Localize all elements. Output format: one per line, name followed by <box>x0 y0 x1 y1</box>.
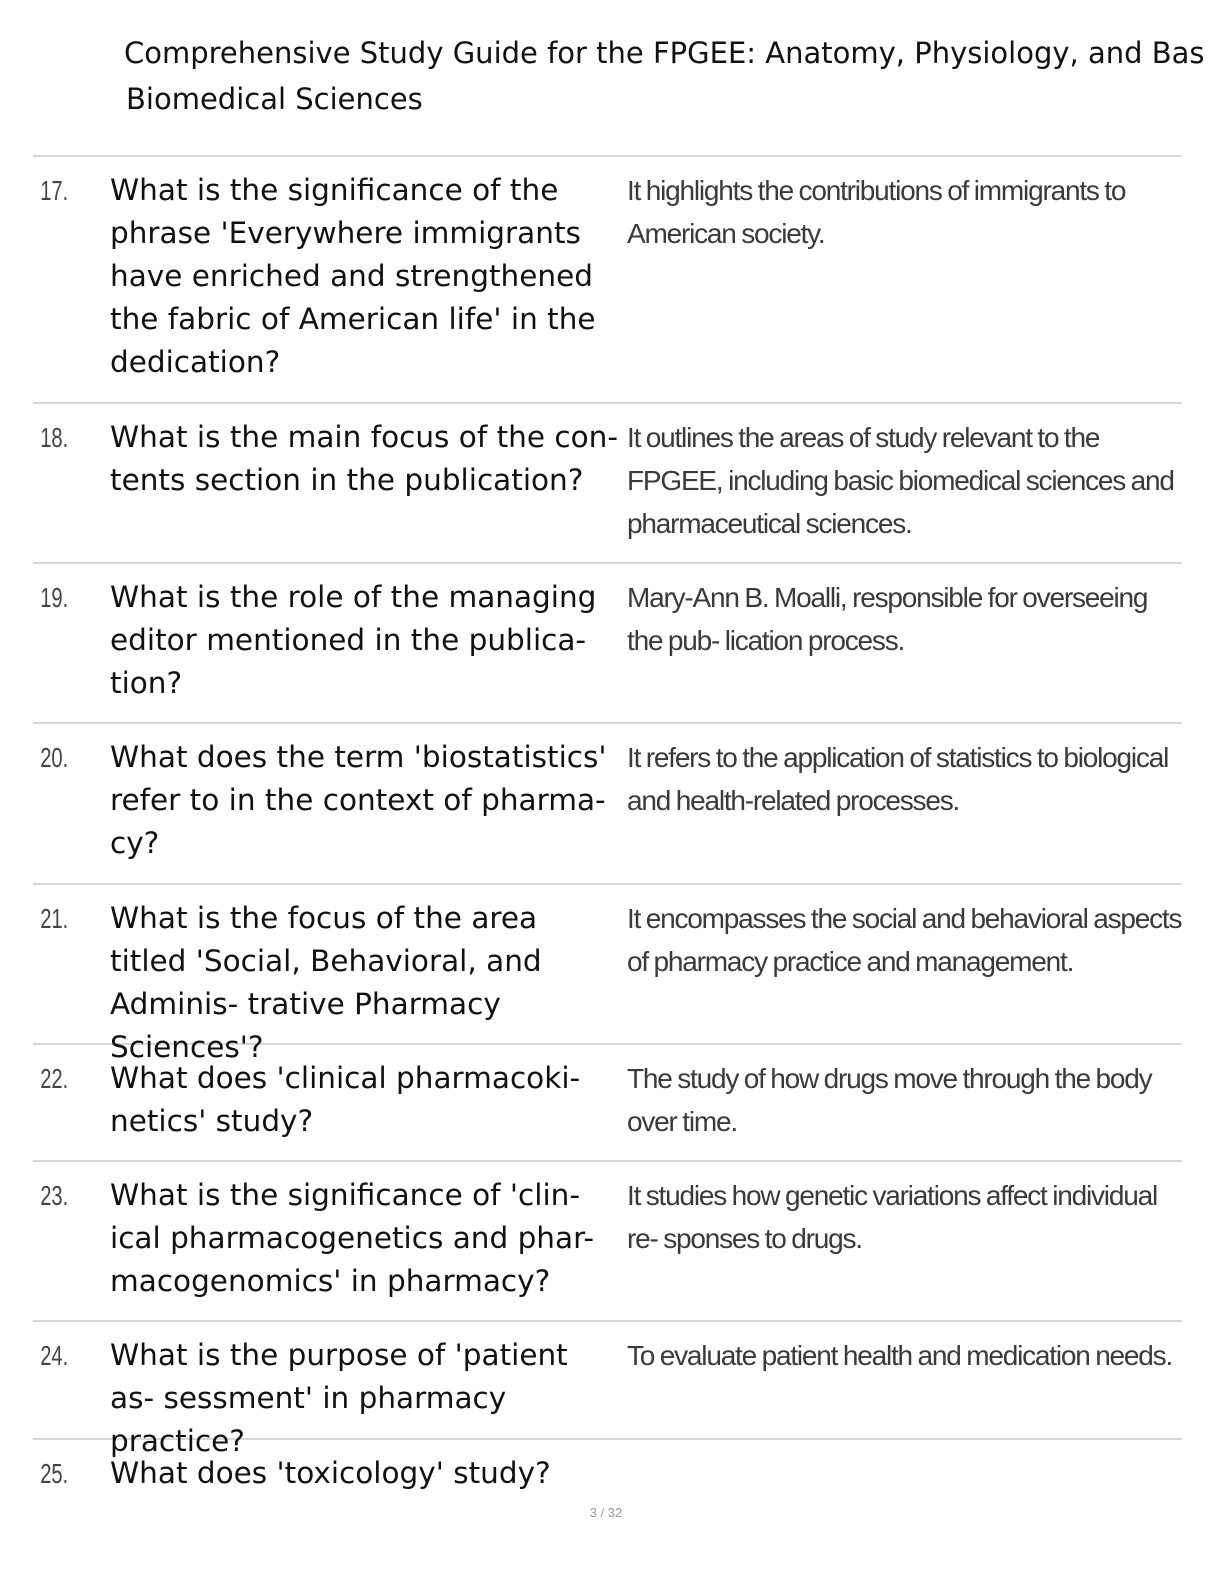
qa-row-19 <box>33 562 1182 722</box>
answer-text: Mary-Ann B. Moalli, responsible for overseeing the pub- lication process. <box>627 582 1148 656</box>
question-number: 20. <box>40 742 69 773</box>
question-number: 24. <box>40 1340 69 1371</box>
question-number: 17. <box>40 175 69 206</box>
document-title <box>124 30 1224 122</box>
question-text: What is the focus of the area titled 'Social, Behavioral, and Adminis- trative Pharmacy Sciences'? <box>110 901 542 1064</box>
question-number: 18. <box>40 422 69 453</box>
document-title-line-2: Biomedical Sciences <box>126 82 423 116</box>
qa-row-21 <box>33 883 1182 1064</box>
qa-row-20 <box>33 722 1182 883</box>
question-number: 23. <box>40 1180 69 1211</box>
answer-text: To evaluate patient health and medication needs. <box>627 1340 1173 1371</box>
answer-text <box>619 1452 1182 1498</box>
question-text: What is the main focus of the con- tents section in the publication? <box>110 420 619 497</box>
question-text: What is the significance of the phrase 'Everywhere immigrants have enriched and strengthened the fabric of American life' in the dedication? <box>110 173 596 379</box>
answer-text: It refers to the application of statistics to biological and health-related processes. <box>627 742 1169 816</box>
qa-row-22 <box>33 1043 1182 1160</box>
page-number: 3 / 32 <box>589 1505 623 1520</box>
question-text: What does 'toxicology' study? <box>110 1456 551 1490</box>
answer-text: It encompasses the social and behavioral aspects of pharmacy practice and management. <box>627 903 1182 977</box>
question-text: What is the significance of 'clin- ical pharmacogenetics and phar- macogenomics' in pharmacy? <box>110 1178 594 1298</box>
question-text: What does 'clinical pharmacoki- netics' study? <box>110 1061 581 1138</box>
question-number: 21. <box>40 903 69 934</box>
question-text: What is the role of the managing editor mentioned in the publica- tion? <box>110 580 597 700</box>
answer-text: It studies how genetic variations affect individual re- sponses to drugs. <box>627 1180 1157 1254</box>
qa-row-23 <box>33 1160 1182 1320</box>
question-text: What does the term 'biostatistics' refer to in the context of pharma- cy? <box>110 740 607 860</box>
question-text: What is the purpose of 'patient as- sessment' in pharmacy practice? <box>110 1338 568 1458</box>
qa-row-18 <box>33 402 1182 562</box>
answer-text: It highlights the contributions of immigrants to American society. <box>627 175 1126 249</box>
answer-text: The study of how drugs move through the body over time. <box>627 1063 1152 1137</box>
qa-row-17 <box>33 155 1182 402</box>
document-title-line-1: Comprehensive Study Guide for the FPGEE: Anatomy, Physiology, and Bas <box>124 36 1205 70</box>
question-number: 19. <box>40 582 69 613</box>
answer-text: It outlines the areas of study relevant to the FPGEE, including basic biomedical sciences and pharmaceutical sciences. <box>627 422 1174 539</box>
question-number: 25. <box>40 1458 69 1489</box>
question-answer-list <box>33 155 1182 1498</box>
question-number: 22. <box>40 1063 69 1094</box>
qa-row-24 <box>33 1320 1182 1458</box>
